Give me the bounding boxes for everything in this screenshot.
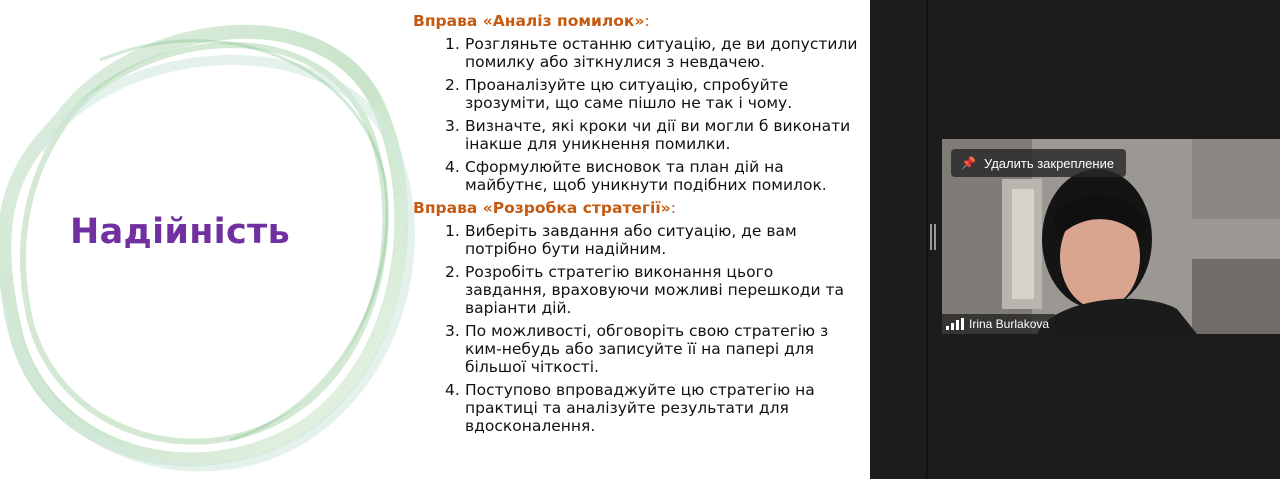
participant-name-tag (942, 314, 1055, 334)
section-heading-colon: : (644, 12, 650, 30)
list-item (413, 158, 858, 194)
list-item-number: 1. (445, 222, 460, 240)
list-item-text: Розгляньте останню ситуацію, де ви допустили помилку або зіткнулися з невдачею. (465, 35, 858, 71)
unpin-button-label: Удалить закрепление (983, 155, 1115, 171)
error-analysis-list (413, 35, 858, 194)
strategy-list (413, 222, 858, 435)
section-heading-error-analysis (413, 12, 858, 30)
slide-title: Надійність (70, 212, 291, 252)
list-item-number: 3. (445, 117, 460, 135)
section-heading-text: Вправа «Розробка стратегії» (413, 199, 671, 217)
list-item-text: Поступово впроваджуйте цю стратегію на практиці та аналізуйте результати для вдосконалення. (465, 381, 815, 435)
list-item-text: Сформулюйте висновок та план дій на майбутнє, щоб уникнути подібних помилок. (465, 158, 827, 194)
panel-divider (926, 0, 928, 479)
list-item-text: Виберіть завдання або ситуацію, де вам потрібно бути надійним. (465, 222, 797, 258)
section-heading-text: Вправа «Аналіз помилок» (413, 12, 645, 30)
section-heading-colon: : (670, 199, 676, 217)
participant-name: Irina Burlakova (969, 317, 1050, 331)
signal-bars-icon (946, 318, 964, 330)
list-item (413, 322, 858, 376)
slide-content (413, 12, 858, 440)
list-item-number: 3. (445, 322, 460, 340)
list-item-number: 1. (445, 35, 460, 53)
list-item-text: Розробіть стратегію виконання цього завдання, враховуючи можливі перешкоди та варіанти дій. (465, 263, 844, 317)
section-heading-strategy (413, 199, 858, 217)
list-item-number: 2. (445, 263, 460, 281)
list-item (413, 117, 858, 153)
list-item-text: Проаналізуйте цю ситуацію, спробуйте зрозуміти, що саме пішло не так і чому. (465, 76, 793, 112)
list-item (413, 35, 858, 71)
list-item (413, 263, 858, 317)
list-item-number: 2. (445, 76, 460, 94)
list-item-number: 4. (445, 158, 460, 176)
pin-icon: 📌 (961, 156, 976, 170)
list-item (413, 381, 858, 435)
list-item-text: По можливості, обговоріть свою стратегію з ким-небудь або записуйте її на папері для більшої чіткості. (465, 322, 829, 376)
list-item-text: Визначте, які кроки чи дії ви могли б виконати інакше для уникнення помилки. (465, 117, 851, 153)
list-item (413, 222, 858, 258)
unpin-button[interactable] (951, 149, 1126, 177)
panel-resize-handle[interactable] (930, 224, 936, 250)
list-item (413, 76, 858, 112)
list-item-number: 4. (445, 381, 460, 399)
